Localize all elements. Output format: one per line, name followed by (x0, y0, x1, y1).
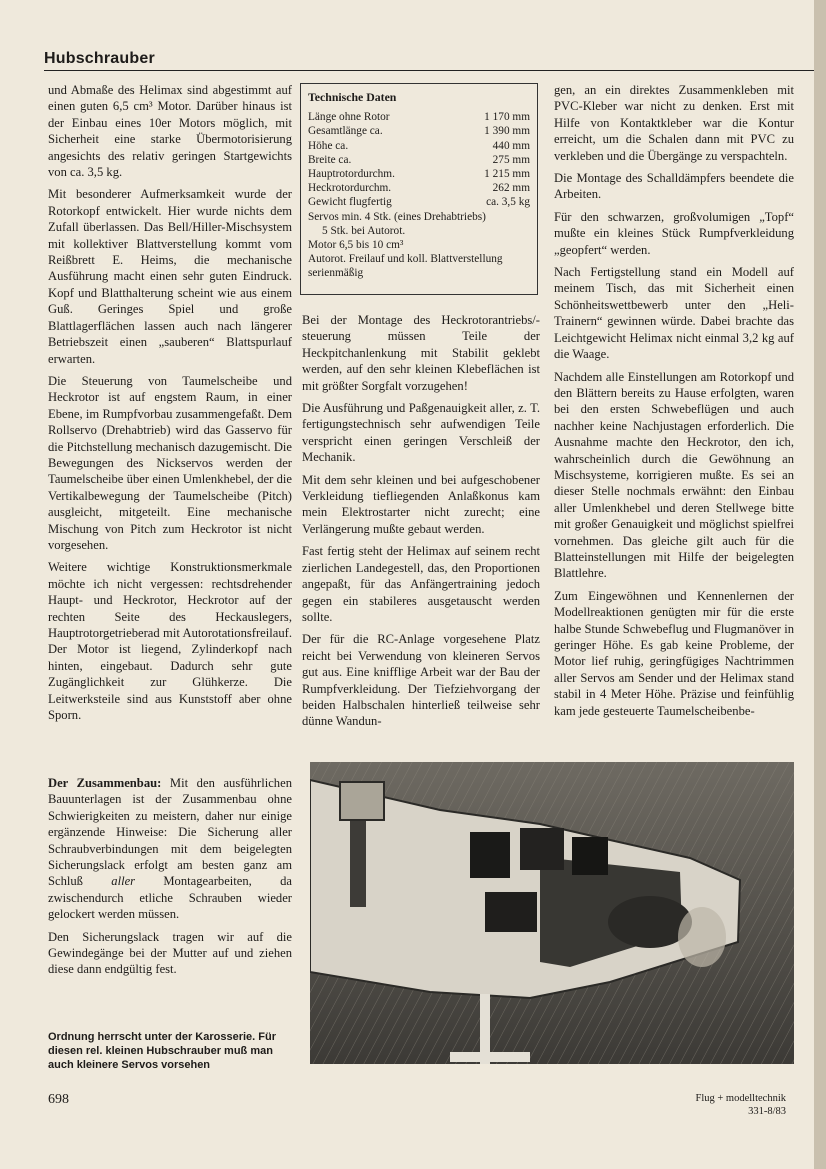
column-2 (302, 312, 540, 736)
paragraph: gen, an ein direktes Zusammenkleben mit PVC-Kleber war nicht zu denken. Erst mit Hilfe von Kontaktkleber war die Kontur erreicht, um die Schalen dann mit PVC zu verkleben und die Übergänge zu verspachteln. (554, 83, 794, 163)
spec-label: Gesamtlänge ca. (308, 125, 383, 138)
technical-data-box (300, 83, 538, 295)
paragraph: Fast fertig steht der Helimax auf seinem recht zierlichen Landegestell, das, den Proportionen angepaßt, für das Anfängertraining jedoch gegen ein stabileres ausgetauscht werden sollte. (302, 544, 540, 624)
assembly-section (48, 775, 292, 984)
paragraph: Bei der Montage des Heckrotorantriebs/-steuerung müssen Teile der Heckpitchanlenkung mit Stabilit geklebt werden, auf den sehr kleinen Klebeflächen ist mit größter Sorgfalt vorzugehen! (302, 313, 540, 393)
column-1 (48, 82, 292, 729)
spec-row (308, 195, 530, 209)
assembly-text-end: Montagearbeiten, da zwischendurch etliche Schrauben wieder gelockert werden müssen. (48, 874, 293, 922)
paragraph: Mit besonderer Aufmerksamkeit wurde der Rotorkopf entwickelt. Hier wurde nichts dem Zufall überlassen. Das Bell/Hiller-Mischsystem mit kollektiver Blattverstellung kommt vom Reißbrett E. Heims, die mechanische Ausführung macht einen sehr guten Eindruck. Kopf und Blatthalterung scheint wie aus einem Guß. Geringes Spiel und große Blattlagerflächen lassen auch nach längerer Betriebszeit einen „sauberen“ Blattspurlauf erwarten. (48, 187, 292, 366)
page-edge (814, 0, 826, 1169)
spec-servos: Servos min. 4 Stk. (eines Drehabtriebs) (308, 210, 486, 223)
spec-row (308, 167, 530, 181)
spec-row (308, 124, 530, 138)
spec-value: 262 mm (492, 182, 530, 195)
paragraph: Nach Fertigstellung stand ein Modell auf meinem Tisch, das mit Sicherheit einen Schönheitswettbewerb unter den „Heli-Trainern“ gewinnen würde. Dabei brachte das Leichtgewicht Helimax nicht einmal 3,2 kg auf die Waage. (554, 265, 794, 362)
spec-value: 1 215 mm (484, 168, 530, 181)
spec-label: Heckrotordurchm. (308, 182, 392, 195)
spec-row (308, 153, 530, 167)
spec-row (308, 110, 530, 124)
spec-servos-autorot: 5 Stk. bei Autorot. (322, 224, 406, 237)
spec-label: Hauptrotordurchm. (308, 168, 395, 181)
spec-label: Breite ca. (308, 153, 352, 166)
paragraph: Die Montage des Schalldämpfers beendete die Arbeiten. (554, 171, 794, 202)
paragraph: Den Sicherungslack tragen wir auf die Gewindegänge bei der Mutter auf und ziehen diese dann endgültig fest. (48, 929, 292, 977)
emphasis: aller (111, 874, 136, 889)
header-rule (44, 70, 814, 71)
spec-autorot: Autorot. Freilauf und koll. Blattverstellung serienmäßig (308, 253, 503, 280)
paragraph: Für den schwarzen, großvolumigen „Topf“ mußte ein kleines Stück Rumpfverkleidung „geopfert“ werden. (554, 209, 794, 257)
section-header (44, 50, 814, 68)
spec-value: 275 mm (492, 153, 530, 166)
paragraph: Die Steuerung von Taumelscheibe und Heckrotor ist auf engstem Raum, in einer Ebene, im Rumpfvorbau zusammengefaßt. Dem Rollservo (Drehabtrieb) wird das Gasservo für die Pitchstellung mechanisch dazugemischt. Die Bewegungen des Nickservos werden der Taumelscheibe über einen Umlenkhebel, der die Vertikalbewegung der Taumelscheibe (Pitch) ausgleicht, mitgeteilt. Eine mechanische Mischung von Pitch zum Heckrotor ist nicht vorgesehen. (48, 373, 292, 552)
spec-value: 1 170 mm (484, 111, 530, 124)
spec-title: Technische Daten (308, 90, 397, 104)
footer-imprint (696, 1092, 787, 1118)
paragraph: Weitere wichtige Konstruktionsmerkmale möchte ich nicht vergessen: rechtsdrehender Haupt- und Heckrotor, Heckrotor auf der rechten Seite des Heckauslegers, Hauptrotorgetrieberad mit Autorotationsfreilauf. Der Motor ist liegend, Zylinderkopf nach hinten, eingebaut. Dadurch sehr gute Zugänglichkeit zur Glühkerze. Die Leitwerksteile sind aus Kunststoff aber ohne Sporn. (48, 560, 292, 723)
spec-row (308, 181, 530, 195)
column-3 (554, 82, 794, 725)
paragraph: Der für die RC-Anlage vorgesehene Platz reicht bei Verwendung von kleineren Servos gut aus. Eine knifflige Arbeit war der Bau der Rumpfverkleidung. Der Tiefziehvorgang der beiden Halbschalen hinterließ teilweise sehr dünne Wandun- (302, 632, 540, 729)
photo-caption: Ordnung herrscht unter der Karosserie. Für diesen rel. kleinen Hubschrauber muß man auch kleinere Servos vorsehen (48, 1031, 276, 1071)
spec-label: Gewicht flugfertig (308, 196, 392, 209)
paragraph: Mit dem sehr kleinen und bei aufgeschobener Verkleidung tiefliegenden Anlaßkonus kam mein Elektrostarter nicht zurecht; eine Verlängerung mußte gebaut werden. (302, 472, 540, 536)
paragraph: und Abmaße des Helimax sind abgestimmt auf einen guten 6,5 cm³ Motor. Darüber hinaus ist der Einbau eines 10er Motors möglich, mit Sicherheit eine starke Übermotorisierung angesichts des relativ geringen Startgewichts von ca. 3,5 kg. (48, 83, 292, 180)
spec-row (308, 139, 530, 153)
assembly-heading: Der Zusammenbau: (48, 776, 162, 790)
spec-label: Höhe ca. (308, 139, 349, 152)
spec-value: ca. 3,5 kg (486, 196, 530, 209)
page-number: 698 (48, 1092, 69, 1107)
section-title: Hubschrauber (44, 50, 155, 67)
paragraph (48, 775, 292, 923)
paragraph: Die Ausführung und Paßgenauigkeit aller, z. T. fertigungstechnisch sehr aufwendigen Teile verspricht einen geringen Verschleiß der Mechanik. (302, 401, 540, 465)
paragraph: Zum Eingewöhnen und Kennenlernen der Modellreaktionen genügten mir für die erste halbe Stunde Schwebeflug und Flugmanöver in geringer Höhe. Es gab keine Probleme, der Motor lief ruhig, geringfügiges Nachtrimmen aller Servos am Sender und der Helimax stand stabil in 4 Meter Höhe. Präzise und feinfühlig kam jede gesteuerte Taumelscheibenbe- (554, 588, 794, 718)
spec-motor: Motor 6,5 bis 10 cm³ (308, 239, 404, 252)
paragraph: Nachdem alle Einstellungen am Rotorkopf und den Blättern bereits zu Hause erfolgten, waren bei den ersten Schwebeflügen und auch nachher keine Nachjustagen erforderlich. Die Ausnahme machte den Heckrotor, den ich, wahrscheinlich durch die Gewöhnung an Mischsysteme, korrigieren mußte. Es sei an dieser Stelle nochmals erwähnt: den Einbau aller Umlenkhebel und deren Stellwege bitte mit großer Genauigkeit und möglichst spielfrei vornehmen. Das gleiche gilt auch für die Blatteinstellungen mit Hilfe der beigelegten Blattlehre. (554, 369, 794, 581)
helicopter-photo (310, 762, 794, 1064)
spec-value: 1 390 mm (484, 125, 530, 138)
spec-label: Länge ohne Rotor (308, 111, 390, 124)
assembly-text: Mit den ausführlichen Bauunterlagen ist der Zusammenbau ohne Schwierigkeiten zu meistern, daher nur einige ergänzende Hinweise: Die Sicherung aller Schraubverbindungen mit dem beigelegten Sicherungslack erfolgt am besten ganz am Schluß (48, 776, 292, 889)
spec-value: 440 mm (492, 139, 530, 152)
magazine-name: Flug + modelltechnik (695, 1093, 786, 1104)
issue-number: 331-8/83 (748, 1106, 786, 1117)
